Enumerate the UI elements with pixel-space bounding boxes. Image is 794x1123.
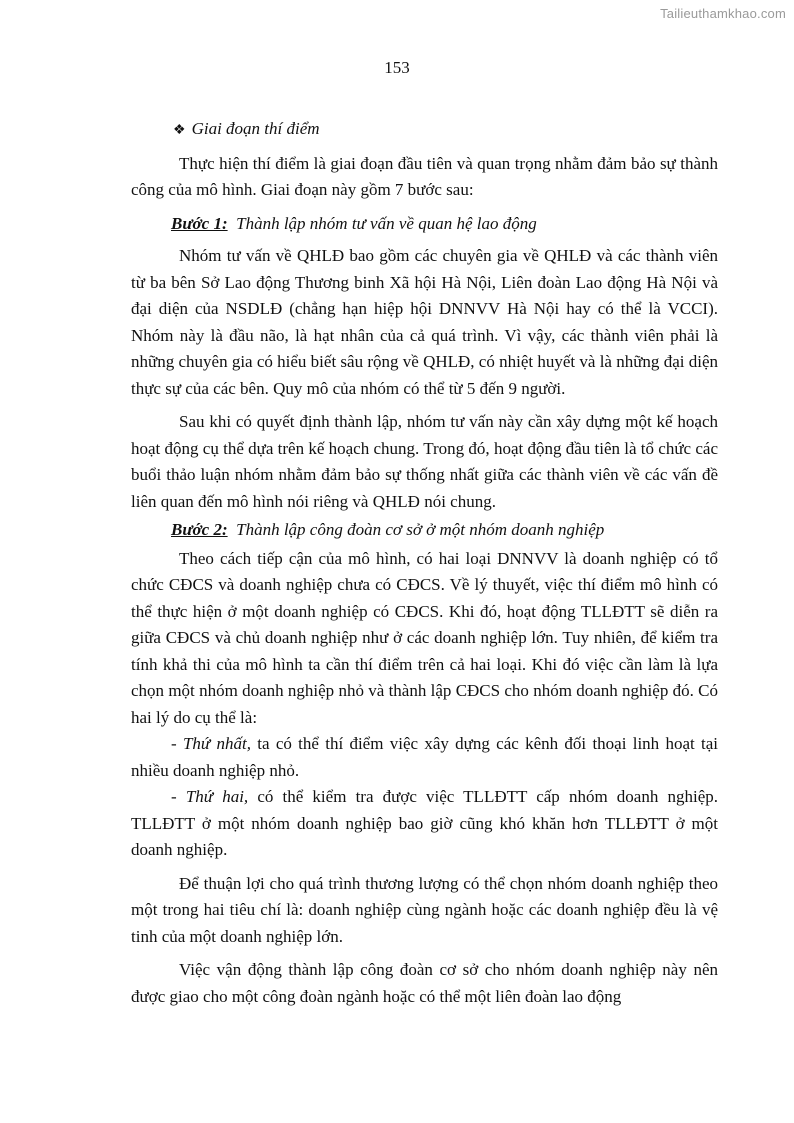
step2-paragraph-2: Để thuận lợi cho quá trình thương lượng có thể chọn nhóm doanh nghiệp theo một trong hai tiêu chí là: doanh nghiệp cùng ngành hoặc các doanh nghiệp đều là vệ tinh của một doanh nghiệp lớn. (131, 873, 718, 946)
diamond-bullet-icon: ❖ (173, 123, 186, 138)
step1-paragraph-2: Sau khi có quyết định thành lập, nhóm tư vấn này cần xây dựng một kế hoạch hoạt động cụ thể dựa trên kế hoạch chung. Trong đó, hoạt động đầu tiên là tổ chức các buổi thảo luận nhóm nhằm đảm bảo sự thống nhất giữa các thành viên về các vấn đề liên quan đến mô hình nói riêng và QHLĐ nói chung. (131, 412, 718, 511)
step2-paragraph-3: Việc vận động thành lập công đoàn cơ sở cho nhóm doanh nghiệp này nên được giao cho một công đoàn ngành hoặc có thể một liên đoàn lao động (131, 960, 718, 1006)
reason-lead: Thứ nhất, (182, 734, 251, 753)
step1-paragraph-1: Nhóm tư vấn về QHLĐ bao gồm các chuyên gia về QHLĐ và các thành viên từ ba bên Sở Lao động Thương binh Xã hội Hà Nội, Liên đoàn Lao động Hà Nội và đại diện của NSDLĐ (chẳng hạn hiệp hội DNNVV Hà Nội hay có thể là VCCI). Nhóm này là đầu não, là hạt nhân của cả quá trình. Vì vậy, các thành viên phải là những chuyên gia có hiểu biết sâu rộng về QHLĐ, có nhiệt huyết và là những đại diện thực sự của các bên. Quy mô của nhóm có thể từ 5 đến 9 người. (131, 246, 718, 398)
reason-item-2 (131, 784, 718, 864)
step2-title: Thành lập công đoàn cơ sở ở một nhóm doanh nghiệp (236, 520, 605, 539)
reason-lead: Thứ hai, (185, 787, 249, 806)
step1-label: Bước 1: (171, 213, 228, 233)
reason-dash: - (171, 787, 177, 806)
intro-paragraph: Thực hiện thí điểm là giai đoạn đầu tiên và quan trọng nhằm đảm bảo sự thành công của mô hình. Giai đoạn này gồm 7 bước sau: (131, 153, 718, 199)
reason-dash: - (171, 734, 177, 753)
step1-heading (171, 211, 718, 238)
step2-heading (171, 517, 718, 544)
section-heading (173, 116, 718, 145)
reason-text: ta có thể thí điểm việc xây dựng các kênh đối thoại linh hoạt tại nhiều doanh nghiệp nhỏ. (131, 734, 719, 780)
watermark: Tailieuthamkhao.com (660, 6, 786, 21)
step2-label: Bước 2: (171, 520, 228, 539)
reason-text: có thể kiểm tra được việc TLLĐTT cấp nhóm doanh nghiệp. TLLĐTT ở một nhóm doanh nghiệp bao giờ cũng khó khăn hơn TLLĐTT ở một doanh nghiệp. (131, 787, 719, 859)
section-heading-text: Giai đoạn thí điểm (191, 119, 320, 138)
reason-item-1 (131, 731, 718, 784)
page-number: 153 (384, 58, 410, 77)
document-body (131, 116, 718, 1010)
step2-paragraph-1: Theo cách tiếp cận của mô hình, có hai loại DNNVV là doanh nghiệp có tổ chức CĐCS và doanh nghiệp chưa có CĐCS. Về lý thuyết, việc thí điểm mô hình có thể thực hiện ở một doanh nghiệp có CĐCS. Khi đó, hoạt động TLLĐTT sẽ diễn ra giữa CĐCS và chủ doanh nghiệp như ở các doanh nghiệp lớn. Tuy nhiên, để kiểm tra tính khả thi của mô hình ta cần thí điểm trên cả hai loại. Khi đó việc cần làm là lựa chọn một nhóm doanh nghiệp nhỏ và thành lập CĐCS cho nhóm doanh nghiệp đó. Có hai lý do cụ thể là: (131, 548, 718, 727)
step1-title: Thành lập nhóm tư vấn về quan hệ lao động (236, 213, 537, 233)
